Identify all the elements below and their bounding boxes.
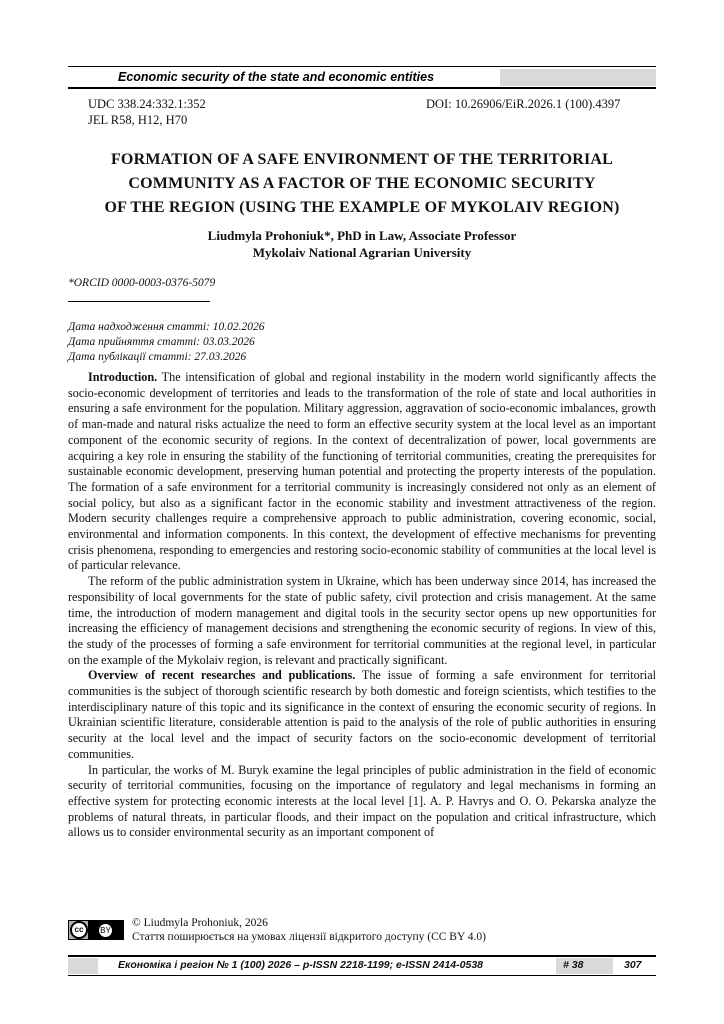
heading-introduction: Introduction. bbox=[88, 370, 158, 384]
article-body bbox=[68, 370, 656, 841]
paragraph-text: The reform of the public administration system in Ukraine, which has been underway since 2014, has increased the responsibility of local governments for the state of public safety, civil protection and crisis management. At the same time, the introduction of modern management and digital tools in the security sector opens up new opportunities for increasing the efficiency of management decisions and strengthening the economic security of regions. In view of this, the study of the processes of forming a safe environment for territorial communities at the regional level, in particular on the example of the Mykolaiv region, is relevant and practically significant. bbox=[68, 574, 656, 667]
author-affiliation: Mykolaiv National Agrarian University bbox=[252, 245, 472, 260]
header-rule-top bbox=[68, 66, 656, 67]
by-icon-area bbox=[88, 921, 123, 939]
article-title bbox=[68, 148, 656, 220]
footer-rule-bottom bbox=[68, 975, 656, 976]
jel-code: JEL R58, H12, H70 bbox=[88, 113, 188, 127]
footnote-rule bbox=[68, 301, 210, 302]
license-note: Стаття поширюється на умовах ліцензії відкритого доступу (CC BY 4.0) bbox=[132, 930, 486, 943]
paragraph-introduction bbox=[68, 370, 656, 574]
cc-by-license-icon[interactable] bbox=[68, 920, 124, 940]
footer-rule-top bbox=[68, 955, 656, 957]
paragraph-text: In particular, the works of M. Buryk examine the legal principles of public administration in the field of economic security of territorial communities, focusing on the importance of regulatory and legal mechanisms in forming an effective system for protecting economic interests at the local level [1]. A. P. Havrys and O. O. Pekarska analyze the problems of natural threats, in particular floods, and their impact on the population and critical infrastructure, which allows us to consider environmental security as an important component of bbox=[68, 762, 656, 840]
issue-number: # 38 bbox=[563, 959, 584, 971]
author-name: Liudmyla Prohoniuk*, PhD in Law, Associate Professor bbox=[207, 228, 517, 243]
section-title: Economic security of the state and economic entities bbox=[118, 70, 435, 84]
page-number: 307 bbox=[624, 959, 642, 971]
paragraph-text: The issue of forming a safe environment for territorial communities is the subject of thorough scientific research by both domestic and foreign scientists, which testifies to the interdisciplinary nature of this topic and its significance in the context of ensuring the economic security of regions. In Ukrainian scientific literature, considerable attention is paid to the analysis of the role of public authorities in ensuring security at the local level and the impact of security factors on the socio-economic development of territorial communities. bbox=[68, 668, 656, 761]
orcid-id[interactable]: *ORCID 0000-0003-0376-5079 bbox=[68, 277, 216, 289]
title-line: FORMATION OF A SAFE ENVIRONMENT OF THE TERRITORIAL bbox=[110, 151, 614, 168]
by-icon: BY bbox=[100, 925, 111, 935]
cc-icon: cc bbox=[70, 921, 88, 939]
heading-overview: Overview of recent researches and publications. bbox=[88, 668, 356, 683]
author-block bbox=[68, 227, 656, 261]
date-received: Дата надходження статті: 10.02.2026 bbox=[68, 321, 265, 333]
paragraph-text: The intensification of global and regional instability in the modern world significantly affects the socio-economic development of territories and leads to the transformation of the role of state and local authorities in ensuring a safe environment for the population. Military aggression, aggravation of socio-economic imbalances, growth of man-made and natural risks actualize the need to form an effective security system at the local level as an important component of the economic security of regions. In the context of decentralization of power, local governments are acquiring a key role in ensuring the stability of the functioning of territorial communities, creating the prerequisites for sustainable economic development, preserving human potential and protecting the property interests of the population. The formation of a safe environment for a territorial community is increasingly considered not only as an element of social policy, but also as a significant factor in the economic stability and investment attractiveness of the region. Modern security challenges require a comprehensive approach to public administration, covering economic, social, environmental and information components. In this context, the development of effective mechanisms for preventing crisis phenomena, responding to emergencies and restoring socio-economic stability of communities at the local level is of particular relevance. bbox=[68, 370, 656, 573]
paragraph-overview bbox=[68, 668, 656, 762]
article-dates bbox=[68, 320, 264, 365]
copyright-text: © Liudmyla Prohoniuk, 2026 bbox=[132, 917, 268, 929]
header-rule-bottom bbox=[68, 87, 656, 89]
license-block bbox=[132, 917, 486, 944]
title-line: OF THE REGION (USING THE EXAMPLE OF MYKOLAIV REGION) bbox=[104, 199, 620, 216]
journal-citation: Економіка і регіон № 1 (100) 2026 – p-ISSN 2218-1199; e-ISSN 2414-0538 bbox=[118, 959, 483, 971]
date-published: Дата публікації статті: 27.03.2026 bbox=[68, 351, 247, 363]
udc-code: UDC 338.24:332.1:352 bbox=[88, 97, 206, 111]
date-accepted: Дата прийняття статті: 03.03.2026 bbox=[68, 336, 255, 348]
doi-link[interactable]: DOI: 10.26906/EiR.2026.1 (100).4397 bbox=[426, 97, 621, 111]
title-line: COMMUNITY AS A FACTOR OF THE ECONOMIC SECURITY bbox=[128, 175, 596, 192]
